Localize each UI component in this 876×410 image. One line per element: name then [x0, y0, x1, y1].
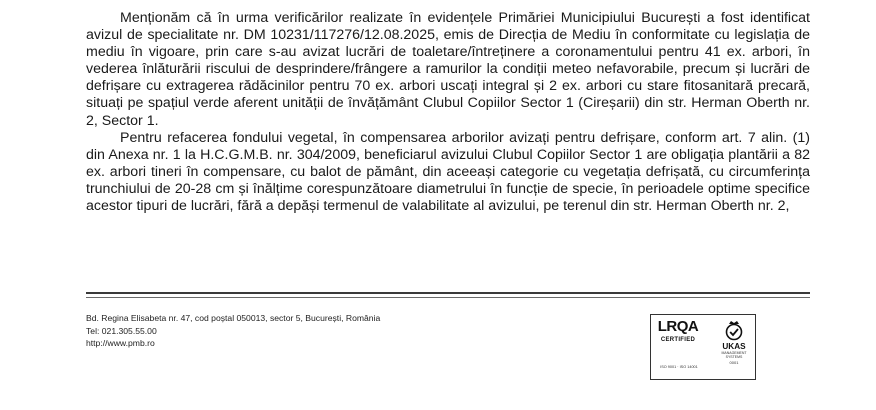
footer-contact [86, 312, 380, 350]
footer-address: Bd. Regina Elisabeta nr. 47, cod poștal 050013, sector 5, București, România [86, 313, 381, 323]
footer-divider-thin [86, 297, 810, 298]
paragraph-compensation: Pentru refacerea fondului vegetal, în compensarea arborilor avizați pentru defrișare, conform art. 7 alin. (1) din Anexa nr. 1 la H.C.G.M.B. nr. 304/2009, beneficiarul avizului Clubul Copiilor Sector 1 are obligația plantării a 82 ex. arbori tineri în compensare, cu balot de pământ, din aceeași categorie cu vegetația defrișată, cu circumferința trunchiului de 20-28 cm și înălțime corespunzătoare diametrului în funcție de specie, în perioadele optime specifice acestor tipuri de lucrări, fără a depăși termenul de valabilitate al avizului, pe terenul din str. Herman Oberth nr. 2, [86, 129, 810, 215]
iso-standards-text: ISO 9001 · ISO 14001 [660, 365, 698, 369]
lrqa-logo [656, 319, 700, 343]
lrqa-wordmark: LRQA [657, 318, 699, 335]
certification-logos [650, 314, 756, 380]
ukas-subtitle: MANAGEMENT SYSTEMS [721, 351, 747, 359]
paragraph-tree-permit: Menționăm că în urma verificărilor realizate în evidențele Primăriei Municipiului București a fost identificat avizul de specialitate nr. DM 10231/117276/12.08.2025, emis de Direcția de Mediu în conformitate cu legislația de mediu în vigoare, prin care s-au avizat lucrări de toaletare/întreținere a coronamentului pentru 41 ex. arbori, în vederea înlăturării riscului de desprindere/frângere a ramurilor la condiții meteo nefavorabile, precum și lucrări de defrișare cu extragerea rădăcinilor pentru 70 ex. arbori uscați integral și 2 ex. arbori cu stare fitosanitară precară, situați pe spațiul verde aferent unității de învățământ Clubul Copiilor Sector 1 (Cireșarii) din str. Herman Oberth nr. 2, Sector 1. [86, 10, 810, 129]
ukas-logo [715, 319, 753, 365]
footer-website[interactable]: http://www.pmb.ro [86, 338, 155, 348]
ukas-number: 0001 [729, 360, 739, 365]
footer-divider-thick [86, 292, 810, 294]
ukas-crown-tick-icon [723, 319, 745, 341]
ukas-wordmark: UKAS [722, 342, 746, 351]
document-body [86, 10, 810, 215]
lrqa-certified-label: CERTIFIED [660, 337, 696, 343]
footer-phone: Tel: 021.305.55.00 [86, 325, 157, 336]
